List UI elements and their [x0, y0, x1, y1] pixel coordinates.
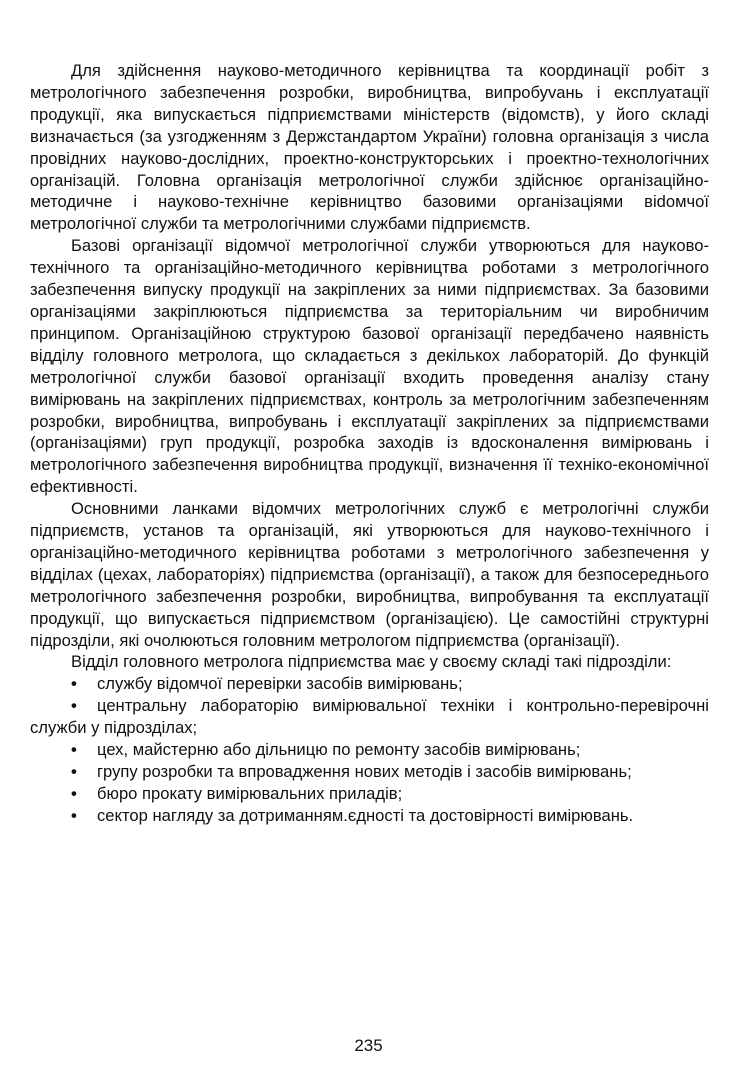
list-item-text: бюро прокату вимірювальних приладів; [97, 783, 403, 803]
list-item-text: групу розробки та впровадження нових методів і засобів вимірювань; [97, 762, 632, 781]
bullet-icon: • [71, 696, 77, 716]
list-item-text: цех, майстерню або дільницю по ремонту засобів вимірювань; [97, 740, 581, 760]
bullet-icon: • [71, 740, 77, 760]
list-item [30, 695, 709, 739]
bullet-icon: • [71, 674, 77, 694]
list-item [30, 761, 709, 783]
paragraph-4: Відділ головного метролога підприємства має у своєму складі такі підрозділи: [71, 652, 672, 672]
page-body [30, 60, 709, 827]
paragraph-3: Основними ланками відомчих метрологічних служб є метрологічні служби підприємств, установ та організацій, які утворюються для науково-технічного і організаційно-методичного керівництва роботами з метрологічного забезпечення у відділах (цехах, лабораторіях) підприємства (організації), а також для безпосереднього метрологічного забезпечення розробки, виробництва, випробування та експлуатації продукції, що випускається підприємством (організацією). Це самостійні структурні підрозділи, які очолюються головним метрологом підприємства (організації). [30, 499, 709, 650]
list-item [30, 783, 709, 805]
list-item-text: сектор нагляду за дотриманням.єдності та достовірності вимірювань. [97, 805, 634, 825]
paragraph-1: Для здійснення науково-методичного керівництва та координації робіт з метрологічного забезпечення розробки, виробництва, випробуvань і експлуатації продукції, яка випускається підприємствами міністерств (відомств), у його складі визначається (за узгодженням з Держстандартом України) головна організація з числа провідних науково-дослідних, проектно-конструкторських і проектно-технологічних організацій. Головна організація метрологічної служби здійснює організаційно-методичне і науково-технічне керівництво базовими організаціями віdомчої метрологічної служби та метрологічними службами підприємств. [30, 61, 709, 234]
list-item [30, 805, 709, 827]
list-item-text: службу відомчої перевірки засобів вимірювань; [97, 674, 463, 694]
page-number: 235 [354, 1036, 383, 1055]
bullet-icon: • [71, 805, 77, 825]
list-item [30, 673, 709, 695]
list-item [30, 739, 709, 761]
paragraph-2: Базові організації відомчої метрологічної служби утворюються для науково-технічного та організаційно-методичного керівництва роботами з метрологічного забезпечення випуску продукції на закріплених за ними підприємствах. За базовими організаціями закріплюються підприємства за територіальним чи виробничим принципом. Організаційною структурою базової організації передбачено наявність відділу головного метролога, що складається з декількох лабораторій. До функцій метрологічної служби базової організації входить проведення аналізу стану вимірювань на закріплених підприємствах, контроль за метрологічним забезпеченням розробки, виробництва, випробувань і експлуатації закріплених за підприємствами (організаціями) груп продукції, розробка заходів із вдосконалення вимірювань і метрологічного забезпечення виробництва продукції, визначення її техніко-економічної ефективності. [30, 236, 709, 497]
bullet-icon: • [71, 762, 77, 781]
bullet-icon: • [71, 783, 77, 803]
list-item-text: центральну лабораторію вимірювальної техніки і контрольно-перевірочні служби у підрозділах; [30, 696, 709, 738]
subdivisions-list [30, 673, 709, 826]
